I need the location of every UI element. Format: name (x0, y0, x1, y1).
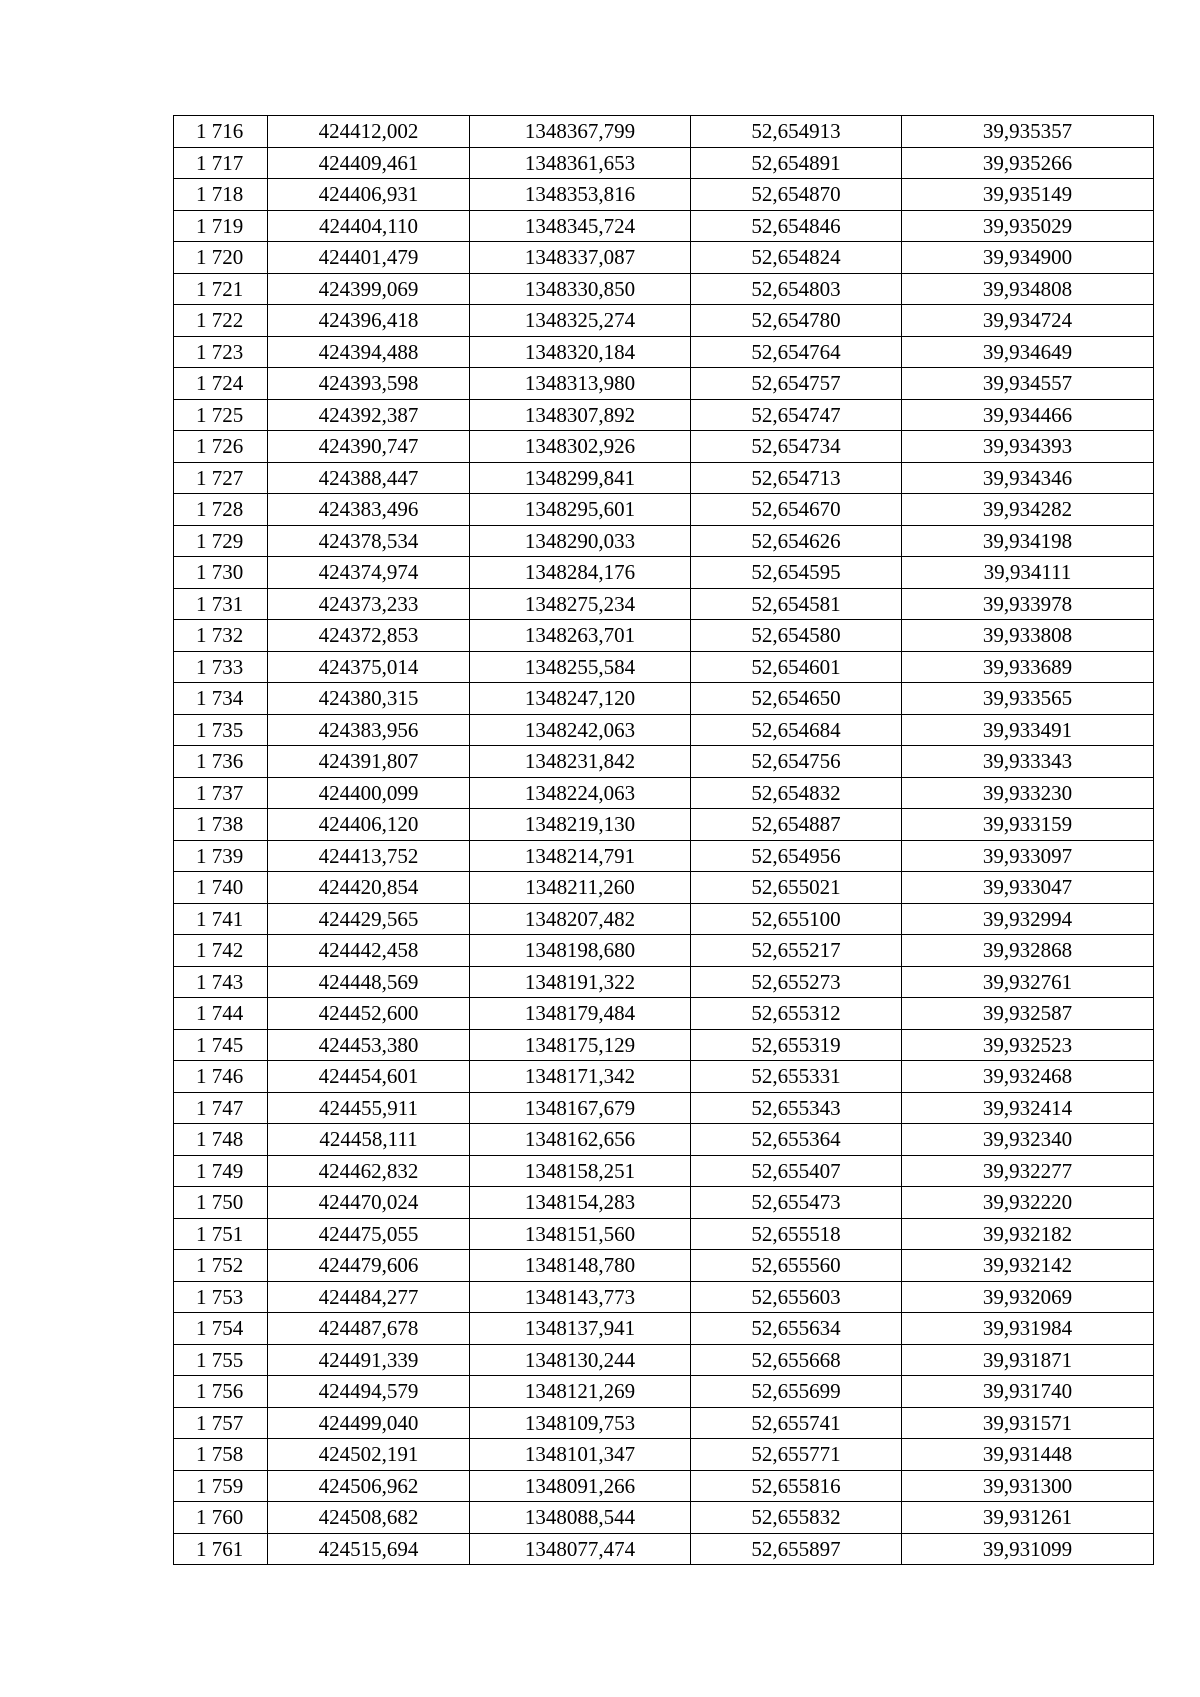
point-number-cell: 1 718 (174, 179, 268, 211)
longitude-cell: 39,933491 (902, 714, 1154, 746)
table-row (174, 242, 1154, 274)
x-coordinate-cell: 424453,380 (268, 1029, 470, 1061)
point-number-cell: 1 748 (174, 1124, 268, 1156)
longitude-cell: 39,935029 (902, 210, 1154, 242)
y-coordinate-cell: 1348263,701 (470, 620, 691, 652)
table-row (174, 179, 1154, 211)
y-coordinate-cell: 1348191,322 (470, 966, 691, 998)
longitude-cell: 39,932340 (902, 1124, 1154, 1156)
latitude-cell: 52,654626 (691, 525, 902, 557)
y-coordinate-cell: 1348290,033 (470, 525, 691, 557)
longitude-cell: 39,934282 (902, 494, 1154, 526)
x-coordinate-cell: 424383,496 (268, 494, 470, 526)
table-row (174, 903, 1154, 935)
table-row (174, 147, 1154, 179)
longitude-cell: 39,932414 (902, 1092, 1154, 1124)
latitude-cell: 52,655319 (691, 1029, 902, 1061)
y-coordinate-cell: 1348091,266 (470, 1470, 691, 1502)
x-coordinate-cell: 424429,565 (268, 903, 470, 935)
x-coordinate-cell: 424388,447 (268, 462, 470, 494)
latitude-cell: 52,654734 (691, 431, 902, 463)
latitude-cell: 52,654581 (691, 588, 902, 620)
table-row (174, 399, 1154, 431)
x-coordinate-cell: 424470,024 (268, 1187, 470, 1219)
longitude-cell: 39,933689 (902, 651, 1154, 683)
point-number-cell: 1 728 (174, 494, 268, 526)
x-coordinate-cell: 424383,956 (268, 714, 470, 746)
y-coordinate-cell: 1348167,679 (470, 1092, 691, 1124)
point-number-cell: 1 757 (174, 1407, 268, 1439)
x-coordinate-cell: 424491,339 (268, 1344, 470, 1376)
table-row (174, 431, 1154, 463)
table-row (174, 620, 1154, 652)
table-row (174, 1313, 1154, 1345)
latitude-cell: 52,655407 (691, 1155, 902, 1187)
table-row (174, 273, 1154, 305)
latitude-cell: 52,654891 (691, 147, 902, 179)
longitude-cell: 39,933159 (902, 809, 1154, 841)
table-row (174, 872, 1154, 904)
point-number-cell: 1 750 (174, 1187, 268, 1219)
point-number-cell: 1 734 (174, 683, 268, 715)
point-number-cell: 1 732 (174, 620, 268, 652)
latitude-cell: 52,655816 (691, 1470, 902, 1502)
point-number-cell: 1 735 (174, 714, 268, 746)
point-number-cell: 1 752 (174, 1250, 268, 1282)
y-coordinate-cell: 1348121,269 (470, 1376, 691, 1408)
longitude-cell: 39,932587 (902, 998, 1154, 1030)
x-coordinate-cell: 424373,233 (268, 588, 470, 620)
latitude-cell: 52,655273 (691, 966, 902, 998)
x-coordinate-cell: 424508,682 (268, 1502, 470, 1534)
x-coordinate-cell: 424372,853 (268, 620, 470, 652)
latitude-cell: 52,655343 (691, 1092, 902, 1124)
y-coordinate-cell: 1348320,184 (470, 336, 691, 368)
x-coordinate-cell: 424420,854 (268, 872, 470, 904)
table-row (174, 966, 1154, 998)
y-coordinate-cell: 1348255,584 (470, 651, 691, 683)
longitude-cell: 39,935357 (902, 116, 1154, 148)
longitude-cell: 39,934900 (902, 242, 1154, 274)
latitude-cell: 52,655560 (691, 1250, 902, 1282)
point-number-cell: 1 742 (174, 935, 268, 967)
table-row (174, 1250, 1154, 1282)
y-coordinate-cell: 1348101,347 (470, 1439, 691, 1471)
point-number-cell: 1 744 (174, 998, 268, 1030)
point-number-cell: 1 747 (174, 1092, 268, 1124)
y-coordinate-cell: 1348214,791 (470, 840, 691, 872)
longitude-cell: 39,933230 (902, 777, 1154, 809)
longitude-cell: 39,933565 (902, 683, 1154, 715)
longitude-cell: 39,935149 (902, 179, 1154, 211)
y-coordinate-cell: 1348077,474 (470, 1533, 691, 1565)
point-number-cell: 1 716 (174, 116, 268, 148)
y-coordinate-cell: 1348242,063 (470, 714, 691, 746)
x-coordinate-cell: 424393,598 (268, 368, 470, 400)
table-row (174, 305, 1154, 337)
point-number-cell: 1 720 (174, 242, 268, 274)
point-number-cell: 1 730 (174, 557, 268, 589)
table-row (174, 777, 1154, 809)
longitude-cell: 39,931871 (902, 1344, 1154, 1376)
point-number-cell: 1 761 (174, 1533, 268, 1565)
point-number-cell: 1 741 (174, 903, 268, 935)
longitude-cell: 39,931448 (902, 1439, 1154, 1471)
table-row (174, 714, 1154, 746)
point-number-cell: 1 733 (174, 651, 268, 683)
point-number-cell: 1 719 (174, 210, 268, 242)
point-number-cell: 1 724 (174, 368, 268, 400)
y-coordinate-cell: 1348295,601 (470, 494, 691, 526)
point-number-cell: 1 727 (174, 462, 268, 494)
y-coordinate-cell: 1348302,926 (470, 431, 691, 463)
point-number-cell: 1 737 (174, 777, 268, 809)
y-coordinate-cell: 1348231,842 (470, 746, 691, 778)
x-coordinate-cell: 424391,807 (268, 746, 470, 778)
x-coordinate-cell: 424442,458 (268, 935, 470, 967)
x-coordinate-cell: 424400,099 (268, 777, 470, 809)
longitude-cell: 39,934808 (902, 273, 1154, 305)
y-coordinate-cell: 1348367,799 (470, 116, 691, 148)
latitude-cell: 52,654824 (691, 242, 902, 274)
latitude-cell: 52,654870 (691, 179, 902, 211)
longitude-cell: 39,934649 (902, 336, 1154, 368)
table-row (174, 1155, 1154, 1187)
table-row (174, 998, 1154, 1030)
latitude-cell: 52,654803 (691, 273, 902, 305)
point-number-cell: 1 753 (174, 1281, 268, 1313)
x-coordinate-cell: 424448,569 (268, 966, 470, 998)
longitude-cell: 39,934198 (902, 525, 1154, 557)
latitude-cell: 52,655364 (691, 1124, 902, 1156)
y-coordinate-cell: 1348175,129 (470, 1029, 691, 1061)
latitude-cell: 52,654650 (691, 683, 902, 715)
latitude-cell: 52,654757 (691, 368, 902, 400)
longitude-cell: 39,932277 (902, 1155, 1154, 1187)
x-coordinate-cell: 424404,110 (268, 210, 470, 242)
table-row (174, 683, 1154, 715)
latitude-cell: 52,654756 (691, 746, 902, 778)
longitude-cell: 39,932761 (902, 966, 1154, 998)
x-coordinate-cell: 424494,579 (268, 1376, 470, 1408)
point-number-cell: 1 739 (174, 840, 268, 872)
x-coordinate-cell: 424406,931 (268, 179, 470, 211)
y-coordinate-cell: 1348330,850 (470, 273, 691, 305)
table-row (174, 116, 1154, 148)
table-row (174, 588, 1154, 620)
point-number-cell: 1 760 (174, 1502, 268, 1534)
table-row (174, 840, 1154, 872)
table-row (174, 651, 1154, 683)
latitude-cell: 52,654913 (691, 116, 902, 148)
y-coordinate-cell: 1348109,753 (470, 1407, 691, 1439)
y-coordinate-cell: 1348151,560 (470, 1218, 691, 1250)
longitude-cell: 39,931571 (902, 1407, 1154, 1439)
longitude-cell: 39,933808 (902, 620, 1154, 652)
latitude-cell: 52,655518 (691, 1218, 902, 1250)
table-row (174, 1344, 1154, 1376)
y-coordinate-cell: 1348198,680 (470, 935, 691, 967)
longitude-cell: 39,935266 (902, 147, 1154, 179)
y-coordinate-cell: 1348275,234 (470, 588, 691, 620)
point-number-cell: 1 723 (174, 336, 268, 368)
longitude-cell: 39,932220 (902, 1187, 1154, 1219)
point-number-cell: 1 721 (174, 273, 268, 305)
x-coordinate-cell: 424462,832 (268, 1155, 470, 1187)
latitude-cell: 52,655771 (691, 1439, 902, 1471)
y-coordinate-cell: 1348307,892 (470, 399, 691, 431)
table-row (174, 1376, 1154, 1408)
latitude-cell: 52,655473 (691, 1187, 902, 1219)
x-coordinate-cell: 424484,277 (268, 1281, 470, 1313)
latitude-cell: 52,654601 (691, 651, 902, 683)
table-row (174, 809, 1154, 841)
y-coordinate-cell: 1348325,274 (470, 305, 691, 337)
y-coordinate-cell: 1348130,244 (470, 1344, 691, 1376)
y-coordinate-cell: 1348224,063 (470, 777, 691, 809)
longitude-cell: 39,934724 (902, 305, 1154, 337)
x-coordinate-cell: 424458,111 (268, 1124, 470, 1156)
latitude-cell: 52,654580 (691, 620, 902, 652)
table-row (174, 1407, 1154, 1439)
longitude-cell: 39,933978 (902, 588, 1154, 620)
table-row (174, 1092, 1154, 1124)
latitude-cell: 52,655699 (691, 1376, 902, 1408)
point-number-cell: 1 743 (174, 966, 268, 998)
latitude-cell: 52,654747 (691, 399, 902, 431)
table-row (174, 1061, 1154, 1093)
point-number-cell: 1 736 (174, 746, 268, 778)
table-row (174, 746, 1154, 778)
table-row (174, 1187, 1154, 1219)
longitude-cell: 39,931300 (902, 1470, 1154, 1502)
longitude-cell: 39,932868 (902, 935, 1154, 967)
table-row (174, 1029, 1154, 1061)
table-row (174, 525, 1154, 557)
latitude-cell: 52,654832 (691, 777, 902, 809)
latitude-cell: 52,654595 (691, 557, 902, 589)
point-number-cell: 1 729 (174, 525, 268, 557)
latitude-cell: 52,654956 (691, 840, 902, 872)
x-coordinate-cell: 424401,479 (268, 242, 470, 274)
y-coordinate-cell: 1348143,773 (470, 1281, 691, 1313)
y-coordinate-cell: 1348148,780 (470, 1250, 691, 1282)
table-row (174, 462, 1154, 494)
y-coordinate-cell: 1348313,980 (470, 368, 691, 400)
x-coordinate-cell: 424396,418 (268, 305, 470, 337)
latitude-cell: 52,655668 (691, 1344, 902, 1376)
latitude-cell: 52,655634 (691, 1313, 902, 1345)
latitude-cell: 52,654764 (691, 336, 902, 368)
y-coordinate-cell: 1348171,342 (470, 1061, 691, 1093)
y-coordinate-cell: 1348179,484 (470, 998, 691, 1030)
y-coordinate-cell: 1348207,482 (470, 903, 691, 935)
point-number-cell: 1 749 (174, 1155, 268, 1187)
longitude-cell: 39,932182 (902, 1218, 1154, 1250)
longitude-cell: 39,934346 (902, 462, 1154, 494)
point-number-cell: 1 717 (174, 147, 268, 179)
latitude-cell: 52,654684 (691, 714, 902, 746)
x-coordinate-cell: 424455,911 (268, 1092, 470, 1124)
x-coordinate-cell: 424380,315 (268, 683, 470, 715)
latitude-cell: 52,654846 (691, 210, 902, 242)
table-row (174, 1218, 1154, 1250)
x-coordinate-cell: 424412,002 (268, 116, 470, 148)
point-number-cell: 1 751 (174, 1218, 268, 1250)
longitude-cell: 39,934111 (902, 557, 1154, 589)
x-coordinate-cell: 424506,962 (268, 1470, 470, 1502)
longitude-cell: 39,932523 (902, 1029, 1154, 1061)
coordinates-table-body (174, 116, 1154, 1565)
longitude-cell: 39,931099 (902, 1533, 1154, 1565)
y-coordinate-cell: 1348137,941 (470, 1313, 691, 1345)
y-coordinate-cell: 1348361,653 (470, 147, 691, 179)
longitude-cell: 39,933097 (902, 840, 1154, 872)
latitude-cell: 52,655100 (691, 903, 902, 935)
table-row (174, 494, 1154, 526)
table-row (174, 1470, 1154, 1502)
x-coordinate-cell: 424374,974 (268, 557, 470, 589)
longitude-cell: 39,934466 (902, 399, 1154, 431)
x-coordinate-cell: 424390,747 (268, 431, 470, 463)
y-coordinate-cell: 1348154,283 (470, 1187, 691, 1219)
y-coordinate-cell: 1348088,544 (470, 1502, 691, 1534)
coordinates-table (173, 115, 1154, 1565)
point-number-cell: 1 758 (174, 1439, 268, 1471)
x-coordinate-cell: 424392,387 (268, 399, 470, 431)
x-coordinate-cell: 424409,461 (268, 147, 470, 179)
table-row (174, 336, 1154, 368)
x-coordinate-cell: 424452,600 (268, 998, 470, 1030)
longitude-cell: 39,932468 (902, 1061, 1154, 1093)
x-coordinate-cell: 424394,488 (268, 336, 470, 368)
point-number-cell: 1 738 (174, 809, 268, 841)
x-coordinate-cell: 424406,120 (268, 809, 470, 841)
x-coordinate-cell: 424378,534 (268, 525, 470, 557)
longitude-cell: 39,932142 (902, 1250, 1154, 1282)
x-coordinate-cell: 424487,678 (268, 1313, 470, 1345)
point-number-cell: 1 722 (174, 305, 268, 337)
y-coordinate-cell: 1348162,656 (470, 1124, 691, 1156)
point-number-cell: 1 759 (174, 1470, 268, 1502)
longitude-cell: 39,931740 (902, 1376, 1154, 1408)
table-row (174, 210, 1154, 242)
longitude-cell: 39,933047 (902, 872, 1154, 904)
x-coordinate-cell: 424515,694 (268, 1533, 470, 1565)
y-coordinate-cell: 1348219,130 (470, 809, 691, 841)
table-row (174, 557, 1154, 589)
latitude-cell: 52,655312 (691, 998, 902, 1030)
latitude-cell: 52,655741 (691, 1407, 902, 1439)
point-number-cell: 1 754 (174, 1313, 268, 1345)
x-coordinate-cell: 424475,055 (268, 1218, 470, 1250)
longitude-cell: 39,931984 (902, 1313, 1154, 1345)
x-coordinate-cell: 424454,601 (268, 1061, 470, 1093)
latitude-cell: 52,654780 (691, 305, 902, 337)
longitude-cell: 39,934393 (902, 431, 1154, 463)
longitude-cell: 39,932994 (902, 903, 1154, 935)
table-row (174, 1439, 1154, 1471)
table-row (174, 1281, 1154, 1313)
table-row (174, 1502, 1154, 1534)
latitude-cell: 52,655217 (691, 935, 902, 967)
point-number-cell: 1 755 (174, 1344, 268, 1376)
y-coordinate-cell: 1348158,251 (470, 1155, 691, 1187)
x-coordinate-cell: 424375,014 (268, 651, 470, 683)
latitude-cell: 52,655021 (691, 872, 902, 904)
y-coordinate-cell: 1348211,260 (470, 872, 691, 904)
table-row (174, 368, 1154, 400)
y-coordinate-cell: 1348337,087 (470, 242, 691, 274)
longitude-cell: 39,932069 (902, 1281, 1154, 1313)
y-coordinate-cell: 1348299,841 (470, 462, 691, 494)
latitude-cell: 52,655832 (691, 1502, 902, 1534)
table-row (174, 935, 1154, 967)
latitude-cell: 52,654713 (691, 462, 902, 494)
y-coordinate-cell: 1348247,120 (470, 683, 691, 715)
x-coordinate-cell: 424502,191 (268, 1439, 470, 1471)
latitude-cell: 52,655603 (691, 1281, 902, 1313)
y-coordinate-cell: 1348353,816 (470, 179, 691, 211)
point-number-cell: 1 746 (174, 1061, 268, 1093)
point-number-cell: 1 726 (174, 431, 268, 463)
latitude-cell: 52,654887 (691, 809, 902, 841)
point-number-cell: 1 725 (174, 399, 268, 431)
x-coordinate-cell: 424479,606 (268, 1250, 470, 1282)
y-coordinate-cell: 1348345,724 (470, 210, 691, 242)
table-row (174, 1124, 1154, 1156)
latitude-cell: 52,655331 (691, 1061, 902, 1093)
point-number-cell: 1 740 (174, 872, 268, 904)
longitude-cell: 39,934557 (902, 368, 1154, 400)
table-row (174, 1533, 1154, 1565)
x-coordinate-cell: 424499,040 (268, 1407, 470, 1439)
x-coordinate-cell: 424399,069 (268, 273, 470, 305)
point-number-cell: 1 756 (174, 1376, 268, 1408)
x-coordinate-cell: 424413,752 (268, 840, 470, 872)
y-coordinate-cell: 1348284,176 (470, 557, 691, 589)
latitude-cell: 52,654670 (691, 494, 902, 526)
point-number-cell: 1 745 (174, 1029, 268, 1061)
longitude-cell: 39,931261 (902, 1502, 1154, 1534)
longitude-cell: 39,933343 (902, 746, 1154, 778)
latitude-cell: 52,655897 (691, 1533, 902, 1565)
point-number-cell: 1 731 (174, 588, 268, 620)
